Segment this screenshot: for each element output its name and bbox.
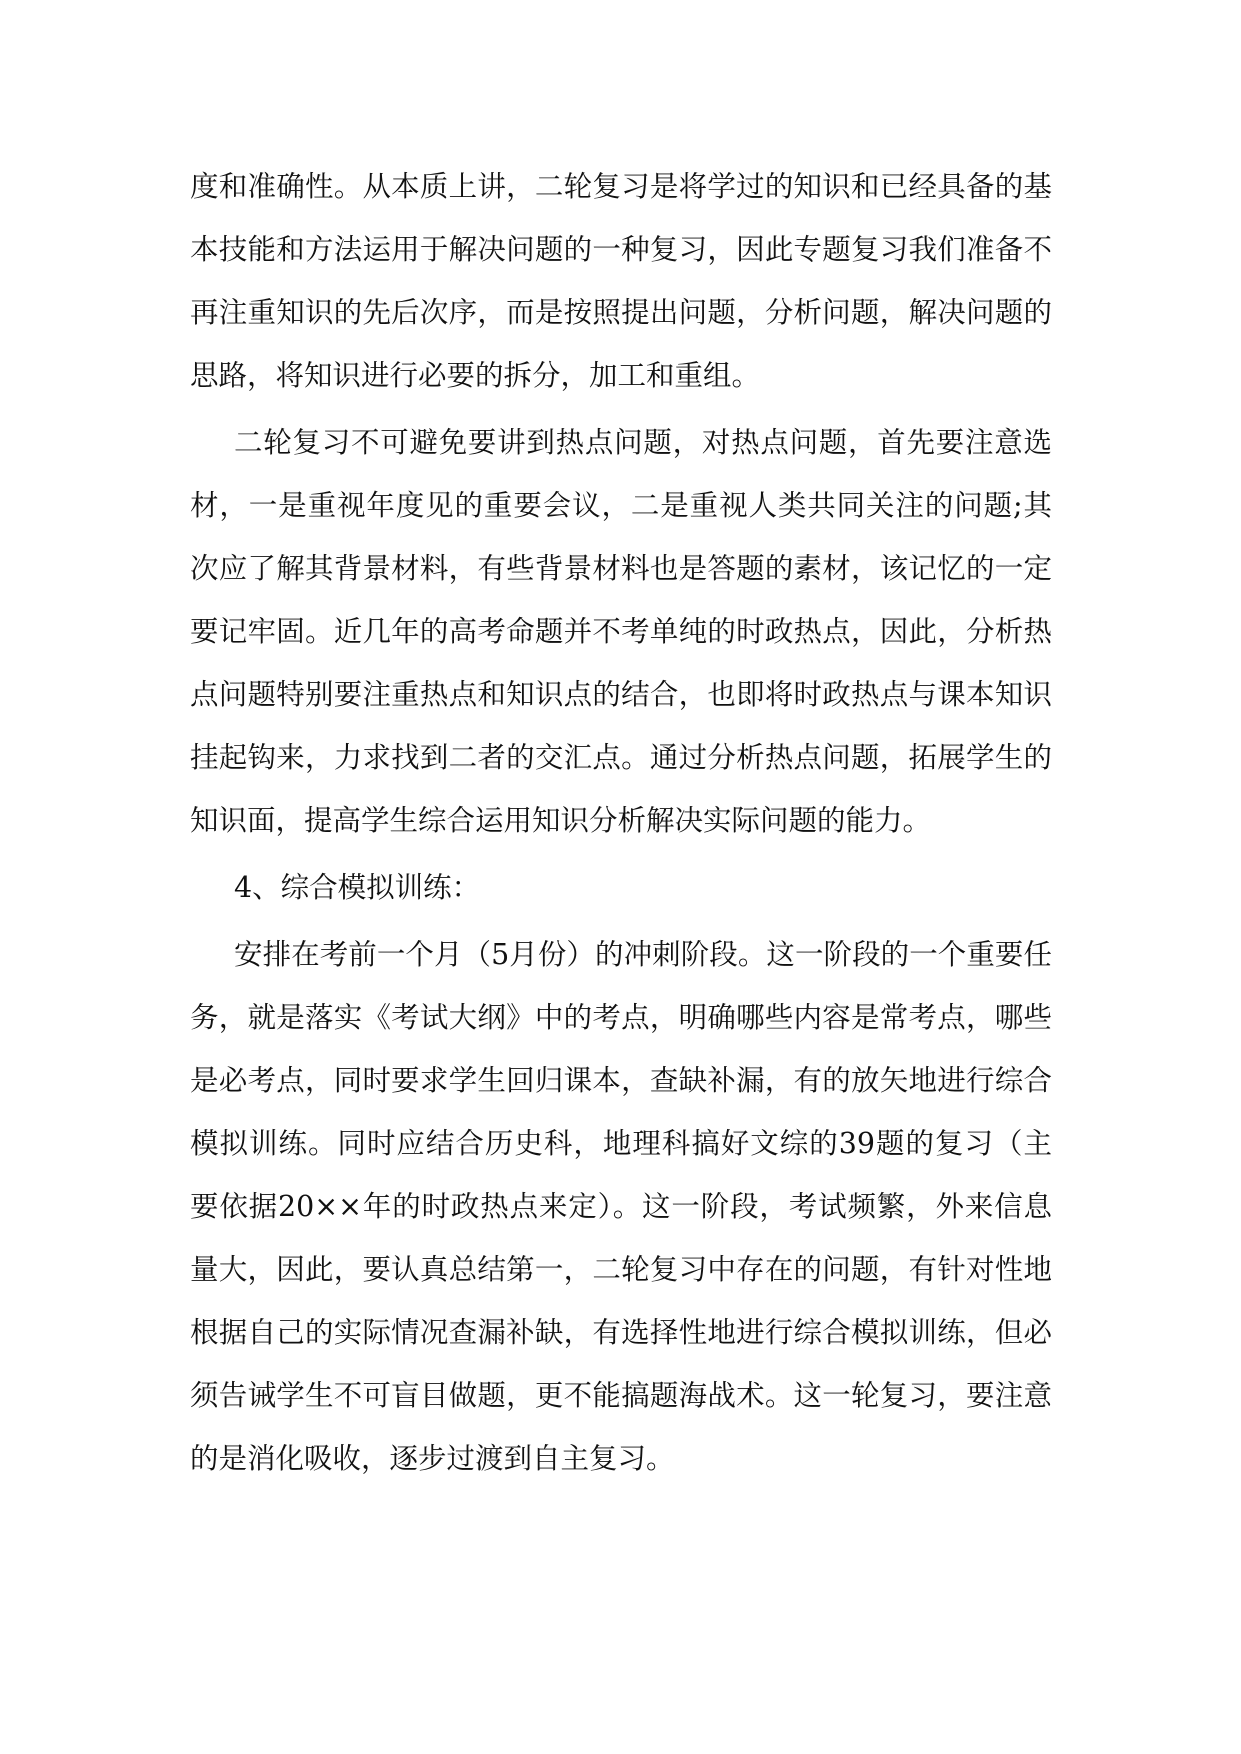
document-body xyxy=(190,155,1052,1490)
paragraph-continued: 度和准确性。从本质上讲，二轮复习是将学过的知识和已经具备的基本技能和方法运用于解决问题的一种复习，因此专题复习我们准备不再注重知识的先后次序，而是按照提出问题，分析问题，解决问题的思路，将知识进行必要的拆分，加工和重组。 xyxy=(190,170,1052,392)
section-heading: 4、综合模拟训练： xyxy=(234,871,481,904)
paragraph-mock-training: 安排在考前一个月（5月份）的冲刺阶段。这一阶段的一个重要任务，就是落实《考试大纲》中的考点，明确哪些内容是常考点，哪些是必考点，同时要求学生回归课本，查缺补漏，有的放矢地进行综合模拟训练。同时应结合历史科，地理科搞好文综的39题的复习（主要依据20××年的时政热点来定）。这一阶段，考试频繁，外来信息量大，因此，要认真总结第一，二轮复习中存在的问题，有针对性地根据自己的实际情况查漏补缺，有选择性地进行综合模拟训练，但必须告诫学生不可盲目做题，更不能搞题海战术。这一轮复习，要注意的是消化吸收，逐步过渡到自主复习。 xyxy=(190,938,1052,1475)
paragraph-hot-topics: 二轮复习不可避免要讲到热点问题，对热点问题，首先要注意选材，一是重视年度见的重要会议，二是重视人类共同关注的问题;其次应了解其背景材料，有些背景材料也是答题的素材，该记忆的一定要记牢固。近几年的高考命题并不考单纯的时政热点，因此，分析热点问题特别要注重热点和知识点的结合，也即将时政热点与课本知识挂起钩来，力求找到二者的交汇点。通过分析热点问题，拓展学生的知识面，提高学生综合运用知识分析解决实际问题的能力。 xyxy=(190,426,1052,837)
